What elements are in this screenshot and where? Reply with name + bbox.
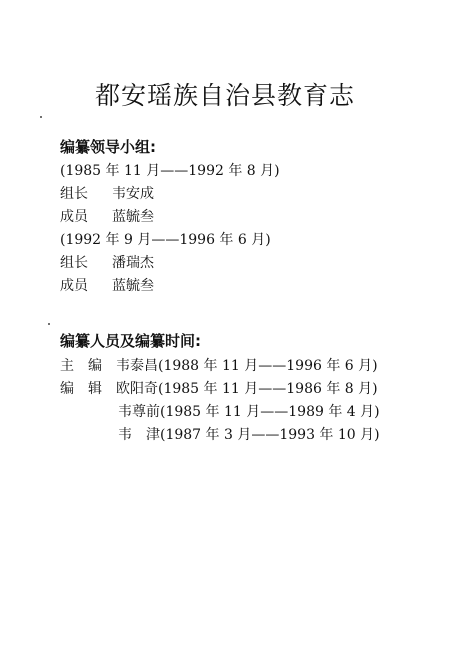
chief-editor-row [60, 355, 378, 375]
editor-entry: 韦尊前(1985 年 11 月——1989 年 4 月) [118, 404, 380, 420]
member-name: 蓝毓叁 [112, 278, 154, 294]
editor-entry: 韦 津(1987 年 3 月——1993 年 10 月) [118, 427, 380, 443]
leadership-heading: 编纂领导小组: [60, 138, 156, 156]
leader-name: 韦安成 [112, 186, 154, 202]
leader-row-1 [60, 183, 154, 203]
editor-row-3 [118, 424, 380, 444]
leader-name: 潘瑞杰 [112, 255, 154, 271]
member-row-1 [60, 206, 154, 226]
scan-speck [40, 116, 42, 118]
scan-speck [48, 323, 50, 325]
editor-role: 编 辑 [60, 381, 102, 397]
chief-editor-role: 主 编 [60, 358, 102, 374]
leader-row-2 [60, 252, 154, 272]
page-title: 都安瑶族自治县教育志 [94, 81, 355, 110]
editor-row-2 [118, 401, 380, 421]
leader-role: 组长 [60, 255, 88, 271]
leader-role: 组长 [60, 186, 88, 202]
editors-heading: 编纂人员及编纂时间: [60, 332, 201, 350]
editor-row-1 [60, 378, 378, 398]
chief-editor-entry: 韦泰昌(1988 年 11 月——1996 年 6 月) [116, 358, 378, 374]
member-row-2 [60, 275, 154, 295]
leadership-period-2: (1992 年 9 月——1996 年 6 月) [60, 232, 271, 248]
editor-entry: 欧阳奇(1985 年 11 月——1986 年 8 月) [116, 381, 378, 397]
leadership-period-1: (1985 年 11 月——1992 年 8 月) [60, 163, 280, 179]
member-name: 蓝毓叁 [112, 209, 154, 225]
member-role: 成员 [60, 278, 88, 294]
member-role: 成员 [60, 209, 88, 225]
